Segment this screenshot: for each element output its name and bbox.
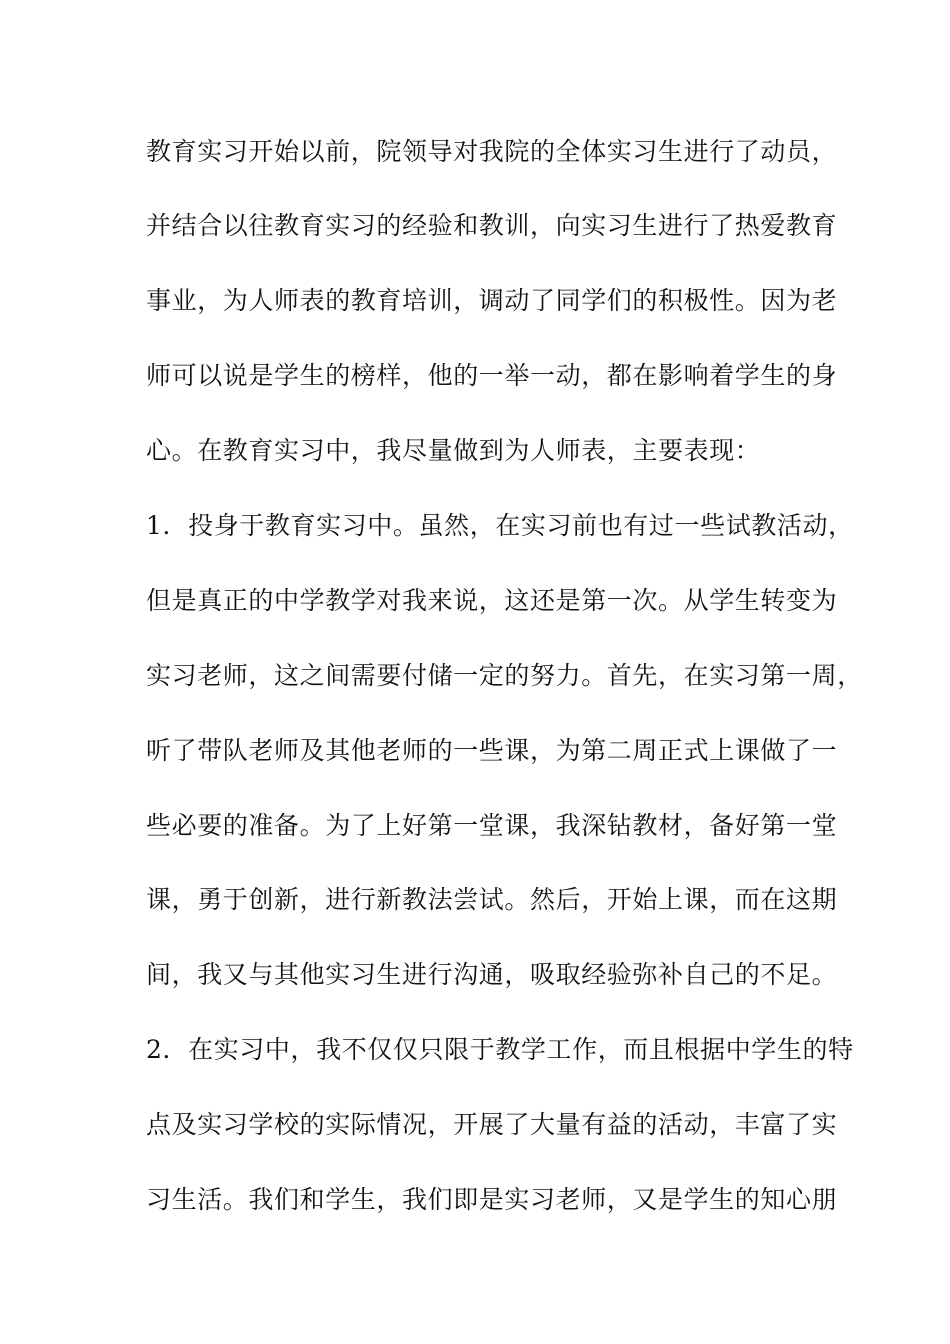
- text-line: 听了带队老师及其他老师的一些课，为第二周正式上课做了一: [146, 736, 838, 765]
- text-line: 习生活。我们和学生，我们即是实习老师，又是学生的知心朋: [146, 1185, 838, 1214]
- text-line: 些必要的准备。为了上好第一堂课，我深钻教材，备好第一堂: [146, 811, 838, 840]
- text-line: 心。在教育实习中，我尽量做到为人师表，主要表现：: [146, 436, 761, 465]
- text-line: 并结合以往教育实习的经验和教训，向实习生进行了热爱教育: [146, 211, 838, 240]
- text-line: 但是真正的中学教学对我来说，这还是第一次。从学生转变为: [146, 586, 838, 615]
- text-line: 课，勇于创新，进行新教法尝试。然后，开始上课，而在这期: [146, 885, 838, 914]
- text-line: 间，我又与其他实习生进行沟通，吸取经验弥补自己的不足。: [146, 960, 838, 989]
- text-line: 实习老师，这之间需要付储一定的努力。首先，在实习第一周，: [146, 661, 863, 690]
- text-line: 2．在实习中，我不仅仅只限于教学工作，而且根据中学生的特: [146, 1035, 854, 1064]
- text-line: 1．投身于教育实习中。虽然，在实习前也有过一些试教活动，: [146, 511, 854, 540]
- text-line: 点及实习学校的实际情况，开展了大量有益的活动，丰富了实: [146, 1110, 838, 1139]
- text-line: 师可以说是学生的榜样，他的一举一动，都在影响着学生的身: [146, 361, 838, 390]
- text-line: 事业，为人师表的教育培训，调动了同学们的积极性。因为老: [146, 286, 838, 315]
- text-line: 教育实习开始以前，院领导对我院的全体实习生进行了动员，: [146, 137, 838, 166]
